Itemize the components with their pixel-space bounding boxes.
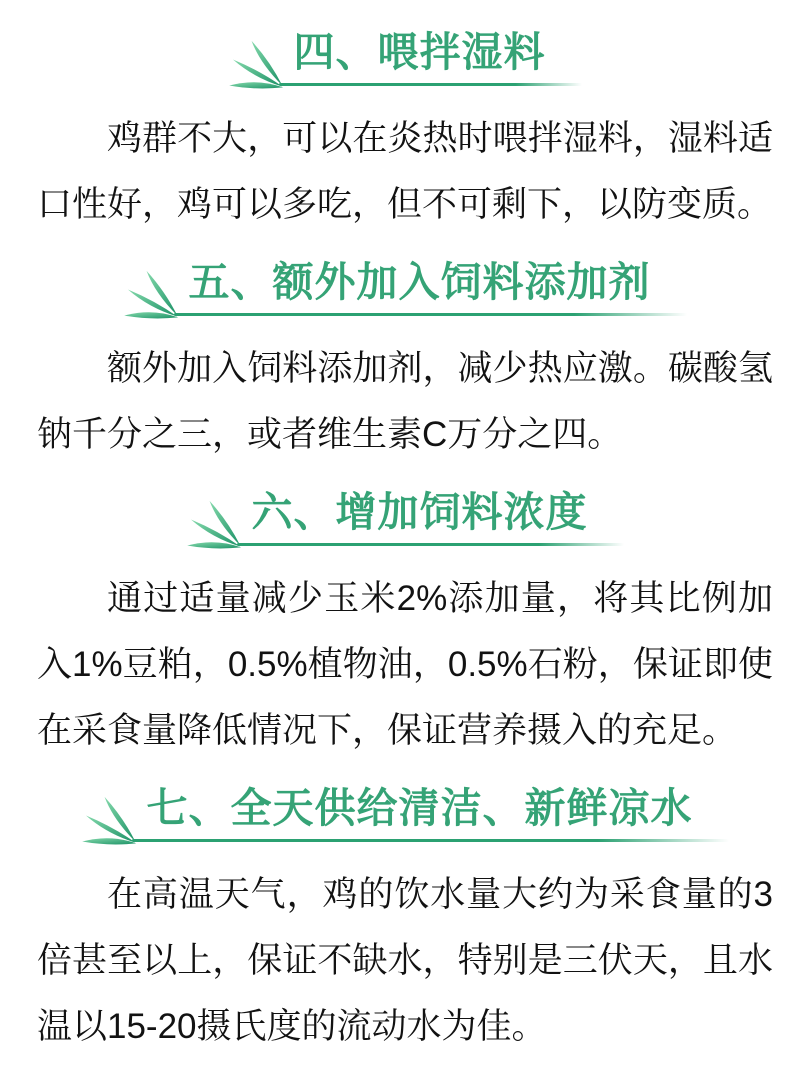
heading-underline-decoration <box>279 83 582 86</box>
section-heading <box>37 26 773 96</box>
heading-underline-decoration <box>132 839 729 842</box>
section-paragraph: 通过适量减少玉米2%添加量，将其比例加入1%豆粕，0.5%植物油，0.5%石粉，保证即使在采食量降低情况下，保证营养摄入的充足。 <box>37 579 773 750</box>
section-heading <box>37 256 773 326</box>
section-heading <box>37 782 773 852</box>
section-heading-block <box>82 782 729 852</box>
section-heading-block <box>187 486 624 556</box>
section-heading-text: 七、全天供给清洁、新鲜凉水 <box>146 785 693 832</box>
section-paragraph: 鸡群不大，可以在炎热时喂拌湿料，湿料适口性好，鸡可以多吃，但不可剩下，以防变质。 <box>37 119 773 224</box>
section-heading-block <box>124 256 687 326</box>
heading-underline-decoration <box>237 543 624 546</box>
section-feed-additives <box>37 256 773 468</box>
section-wet-feed <box>37 26 773 238</box>
section-heading-text: 四、喂拌湿料 <box>293 29 546 76</box>
section-fresh-cool-water <box>37 782 773 1060</box>
section-heading-text: 五、额外加入饲料添加剂 <box>188 259 651 306</box>
section-heading-block <box>229 26 582 96</box>
section-paragraph: 额外加入饲料添加剂，减少热应激。碳酸氢钠千分之三，或者维生素C万分之四。 <box>37 349 773 454</box>
section-paragraph: 在高温天气，鸡的饮水量大约为采食量的3倍甚至以上，保证不缺水，特别是三伏天，且水温以15-20摄氏度的流动水为佳。 <box>37 875 773 1046</box>
section-heading-text: 六、增加饲料浓度 <box>251 489 588 536</box>
section-heading <box>37 486 773 556</box>
section-feed-concentration <box>37 486 773 764</box>
heading-underline-decoration <box>174 313 687 316</box>
